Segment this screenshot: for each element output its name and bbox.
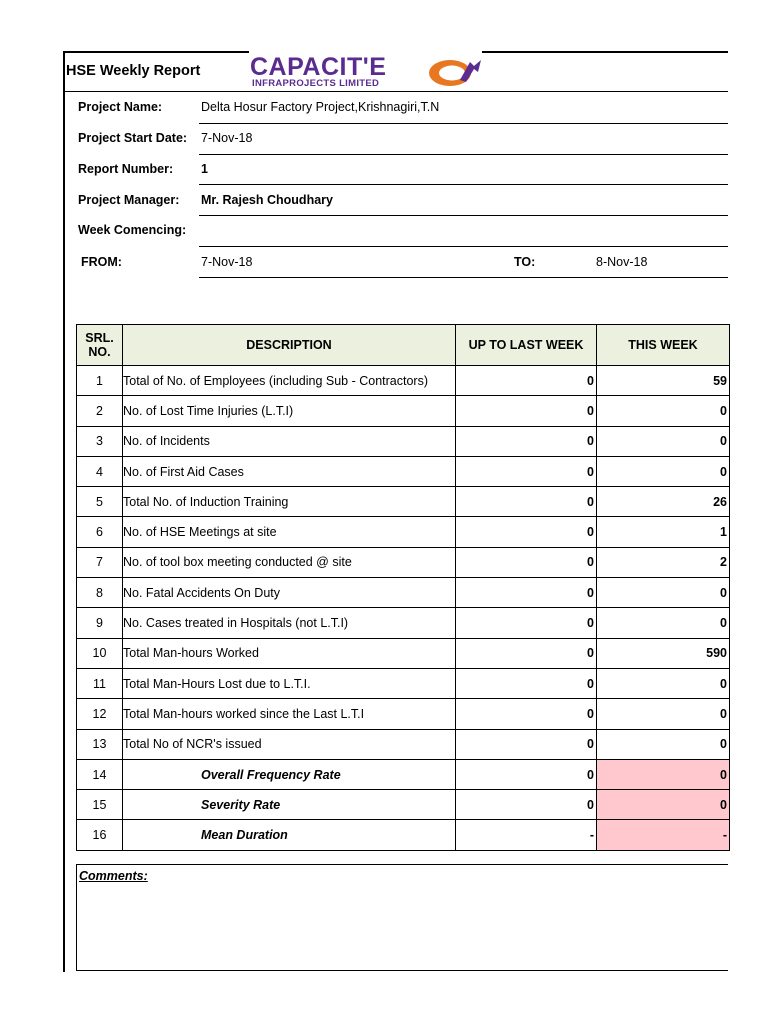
row-up-to-last-week-cell: 0: [456, 426, 597, 456]
row-up-to-last-week-cell: 0: [456, 487, 597, 517]
row-this-week-cell: 59: [597, 366, 730, 396]
project-name-label: Project Name:: [78, 100, 163, 114]
row-srl-cell: 7: [77, 547, 123, 577]
row-up-to-last-week-cell: 0: [456, 638, 597, 668]
column-header-this-week: THIS WEEK: [597, 325, 730, 366]
divider: [199, 215, 728, 216]
table-row: [77, 578, 730, 608]
row-srl-cell: 6: [77, 517, 123, 547]
table-header-row: [77, 325, 730, 366]
table-body: [77, 366, 730, 851]
hse-statistics-table: [76, 324, 730, 851]
title-underline: [65, 91, 728, 92]
table-row: [77, 790, 730, 820]
row-srl-cell: 8: [77, 578, 123, 608]
row-srl-cell: 1: [77, 366, 123, 396]
row-up-to-last-week-cell: 0: [456, 699, 597, 729]
table-row: [77, 699, 730, 729]
row-description-cell: Mean Duration: [123, 820, 456, 850]
table-row: [77, 456, 730, 486]
company-logo: [248, 53, 482, 90]
comments-box: [76, 864, 728, 971]
row-up-to-last-week-cell: -: [456, 820, 597, 850]
row-description-cell: No. of HSE Meetings at site: [123, 517, 456, 547]
row-this-week-cell: 0: [597, 729, 730, 759]
row-description-cell: No. Fatal Accidents On Duty: [123, 578, 456, 608]
row-up-to-last-week-cell: 0: [456, 517, 597, 547]
table-row: [77, 517, 730, 547]
table-row: [77, 729, 730, 759]
row-srl-cell: 16: [77, 820, 123, 850]
row-srl-cell: 5: [77, 487, 123, 517]
row-up-to-last-week-cell: 0: [456, 396, 597, 426]
row-srl-cell: 13: [77, 729, 123, 759]
row-description-cell: Total No of NCR's issued: [123, 729, 456, 759]
logo-subtitle: INFRAPROJECTS LIMITED: [252, 78, 380, 89]
divider: [199, 277, 728, 278]
comments-label: Comments:: [79, 869, 148, 883]
row-up-to-last-week-cell: 0: [456, 729, 597, 759]
row-description-cell: Total Man-Hours Lost due to L.T.I.: [123, 668, 456, 698]
row-description-cell: No. of Lost Time Injuries (L.T.I): [123, 396, 456, 426]
row-up-to-last-week-cell: 0: [456, 456, 597, 486]
row-srl-cell: 12: [77, 699, 123, 729]
row-up-to-last-week-cell: 0: [456, 547, 597, 577]
divider: [199, 184, 728, 185]
logo-swoosh-icon: [424, 56, 482, 88]
row-srl-cell: 3: [77, 426, 123, 456]
row-description-cell: Total of No. of Employees (including Sub - Contractors): [123, 366, 456, 396]
column-header-description: DESCRIPTION: [123, 325, 456, 366]
row-srl-cell: 11: [77, 668, 123, 698]
row-up-to-last-week-cell: 0: [456, 759, 597, 789]
to-label: TO:: [514, 255, 536, 269]
row-this-week-cell: -: [597, 820, 730, 850]
row-this-week-cell: 0: [597, 426, 730, 456]
row-description-cell: Total Man-hours Worked: [123, 638, 456, 668]
row-description-cell: Severity Rate: [123, 790, 456, 820]
row-srl-cell: 2: [77, 396, 123, 426]
divider: [199, 154, 728, 155]
top-border-right: [482, 51, 728, 53]
divider: [199, 246, 728, 247]
row-this-week-cell: 26: [597, 487, 730, 517]
row-up-to-last-week-cell: 0: [456, 668, 597, 698]
row-this-week-cell: 0: [597, 699, 730, 729]
srl-header-line2: NO.: [88, 345, 111, 359]
table-row: [77, 820, 730, 850]
from-value: 7-Nov-18: [201, 255, 253, 269]
table-row: [77, 487, 730, 517]
row-srl-cell: 4: [77, 456, 123, 486]
divider: [199, 123, 728, 124]
row-this-week-cell: 0: [597, 578, 730, 608]
row-this-week-cell: 0: [597, 668, 730, 698]
row-description-cell: No. of First Aid Cases: [123, 456, 456, 486]
report-title: HSE Weekly Report: [66, 63, 201, 79]
row-srl-cell: 10: [77, 638, 123, 668]
row-description-cell: No. Cases treated in Hospitals (not L.T.I): [123, 608, 456, 638]
row-this-week-cell: 0: [597, 608, 730, 638]
row-this-week-cell: 2: [597, 547, 730, 577]
table-row: [77, 396, 730, 426]
column-header-srl: [77, 325, 123, 366]
row-description-cell: No. of tool box meeting conducted @ site: [123, 547, 456, 577]
logo-name: CAPACIT'E: [250, 53, 387, 81]
project-name-value: Delta Hosur Factory Project,Krishnagiri,T.N: [201, 100, 440, 114]
row-this-week-cell: 0: [597, 456, 730, 486]
row-description-cell: Total No. of Induction Training: [123, 487, 456, 517]
left-border: [63, 52, 65, 972]
row-srl-cell: 14: [77, 759, 123, 789]
table-row: [77, 547, 730, 577]
from-label: FROM:: [81, 255, 122, 269]
row-up-to-last-week-cell: 0: [456, 578, 597, 608]
row-srl-cell: 15: [77, 790, 123, 820]
table-row: [77, 426, 730, 456]
row-description-cell: No. of Incidents: [123, 426, 456, 456]
srl-header-line1: SRL.: [85, 331, 114, 345]
report-number-value: 1: [201, 162, 208, 176]
project-start-date-value: 7-Nov-18: [201, 131, 253, 145]
row-up-to-last-week-cell: 0: [456, 790, 597, 820]
row-up-to-last-week-cell: 0: [456, 366, 597, 396]
row-this-week-cell: 0: [597, 396, 730, 426]
project-start-date-label: Project Start Date:: [78, 131, 188, 145]
row-this-week-cell: 0: [597, 759, 730, 789]
table-row: [77, 366, 730, 396]
column-header-up-to-last-week: UP TO LAST WEEK: [456, 325, 597, 366]
project-manager-value: Mr. Rajesh Choudhary: [201, 193, 333, 207]
row-description-cell: Total Man-hours worked since the Last L.T.I: [123, 699, 456, 729]
row-srl-cell: 9: [77, 608, 123, 638]
to-value: 8-Nov-18: [596, 255, 648, 269]
table-row: [77, 668, 730, 698]
week-commencing-label: Week Comencing:: [78, 223, 187, 237]
project-manager-label: Project Manager:: [78, 193, 180, 207]
row-this-week-cell: 0: [597, 790, 730, 820]
table-row: [77, 608, 730, 638]
row-this-week-cell: 590: [597, 638, 730, 668]
row-this-week-cell: 1: [597, 517, 730, 547]
row-description-cell: Overall Frequency Rate: [123, 759, 456, 789]
top-border-left: [63, 51, 249, 53]
table-row: [77, 638, 730, 668]
report-number-label: Report Number:: [78, 162, 174, 176]
table-row: [77, 759, 730, 789]
row-up-to-last-week-cell: 0: [456, 608, 597, 638]
